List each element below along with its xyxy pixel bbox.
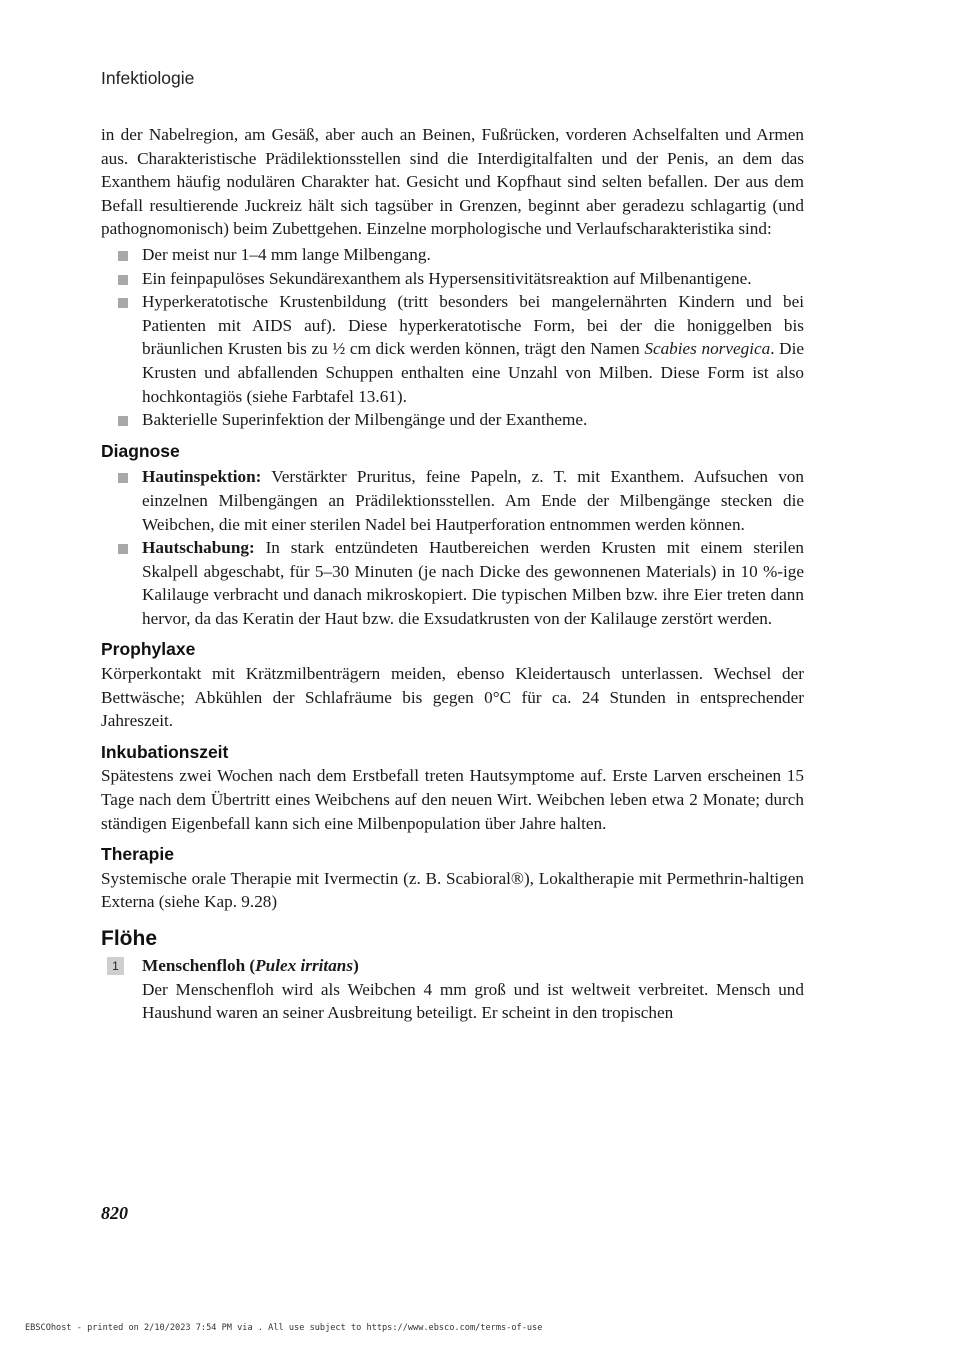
- list-item: Der meist nur 1–4 mm lange Milbengang.: [101, 243, 804, 267]
- list-item: Ein feinpapulöses Sekundärexanthem als Hypersensitivitätsreaktion auf Milbenantigene.: [101, 267, 804, 291]
- item-label: Hautinspektion:: [142, 467, 262, 487]
- heading-therapie: Therapie: [101, 844, 174, 865]
- prophylaxe-text: Körperkontakt mit Krätzmilbenträgern meiden, ebenso Kleidertausch unterlassen. Wechsel der Bettwäsche; Abkühlen der Schlafräume bis gegen 0°C für ca. 24 Stunden in entsprechender Jahreszeit.: [101, 664, 804, 731]
- heading-floehe: Flöhe: [101, 927, 157, 950]
- square-bullet-icon: [118, 473, 128, 483]
- square-bullet-icon: [118, 251, 128, 261]
- list-item: Hyperkeratotische Krustenbildung (tritt besonders bei mangelernährten Kindern und bei Patienten mit AIDS auf). Diese hyperkeratotische Form, bei der die honiggelben bis bräunlichen Krusten bis zu ½ cm dick werden können, trägt den Namen Scabies norvegica. Die Krusten und abfallenden Schuppen enthalten eine Unzahl von Milben. Diese Form ist also hochkontagiös (siehe Farbtafel 13.61).: [101, 290, 804, 408]
- characteristics-list: [101, 243, 804, 432]
- numbered-item: [101, 954, 804, 1025]
- inkubationszeit-text: Spätestens zwei Wochen nach dem Erstbefall treten Hautsymptome auf. Erste Larven erscheinen 15 Tage nach dem Übertritt eines Weibchens auf den neuen Wirt. Weibchen leben etwa 2 Monate; durch ständigen Eigenbefall kann sich eine Milbenpopulation über Jahre halten.: [101, 766, 804, 833]
- heading-prophylaxe: Prophylaxe: [101, 639, 196, 660]
- list-item: Bakterielle Superinfektion der Milbengänge und der Exantheme.: [101, 408, 804, 432]
- running-head: Infektiologie: [101, 68, 195, 88]
- scabies-norvegica-term: Scabies norvegica: [644, 339, 771, 359]
- square-bullet-icon: [118, 298, 128, 308]
- item-title: Menschenfloh (Pulex irritans): [142, 956, 359, 975]
- list-item: Hautschabung: In stark entzündeten Hautbereichen werden Krusten mit einem sterilen Skalpell abgeschabt, für 5–30 Minuten (je nach Dicke des gewonnenen Materials) in 10 %-ige Kalilauge verbracht und danach mikroskopiert. Die typischen Milben bzw. ihre Eier treten dann hervor, da das Keratin der Haut bzw. die Exsudatkrusten von der Kalilauge zerstört werden.: [101, 536, 804, 630]
- square-bullet-icon: [118, 544, 128, 554]
- therapie-text: Systemische orale Therapie mit Ivermectin (z. B. Scabioral®), Lokaltherapie mit Permethrin-haltigen Externa (siehe Kap. 9.28): [101, 868, 804, 912]
- square-bullet-icon: [118, 275, 128, 285]
- item-label: Hautschabung:: [142, 538, 255, 558]
- item-number-badge: 1: [107, 957, 124, 975]
- diagnose-list: [101, 465, 804, 630]
- heading-inkubationszeit: Inkubationszeit: [101, 741, 229, 762]
- footer-notice: EBSCOhost - printed on 2/10/2023 7:54 PM via . All use subject to https://www.ebsco.com/terms-of-use: [25, 1323, 543, 1333]
- page-number: 820: [101, 1203, 128, 1223]
- intro-paragraph: in der Nabelregion, am Gesäß, aber auch an Beinen, Fußrücken, vorderen Achselfalten und Armen aus. Charakteristische Prädilektionsstellen sind die Interdigitalfalten und der Penis, an dem das Exanthem häufig nodulären Charakter hat. Gesicht und Kopfhaut sind selten befallen. Der aus dem Befall resultierende Juckreiz hält sich tagsüber in Grenzen, beginnt aber geradezu schlagartig (und pathognomonisch) beim Zubettgehen. Einzelne morphologische und Verlaufscharakteristika sind:: [101, 125, 804, 239]
- square-bullet-icon: [118, 416, 128, 426]
- heading-diagnose: Diagnose: [101, 440, 180, 461]
- list-item: Hautinspektion: Verstärkter Pruritus, feine Papeln, z. T. mit Exanthem. Aufsuchen von einzelnen Milbengängen an Prädilektionsstellen. Am Ende der Milbengänge stecken die Weibchen, die mit einer sterilen Nadel bei Hautperforation entnommen werden können.: [101, 465, 804, 536]
- item-text: Der Menschenfloh wird als Weibchen 4 mm groß und ist weltweit verbreitet. Mensch und Haushund waren an seiner Ausbreitung beteiligt. Er scheint in den tropischen: [142, 979, 804, 1023]
- page-body: [101, 123, 804, 1025]
